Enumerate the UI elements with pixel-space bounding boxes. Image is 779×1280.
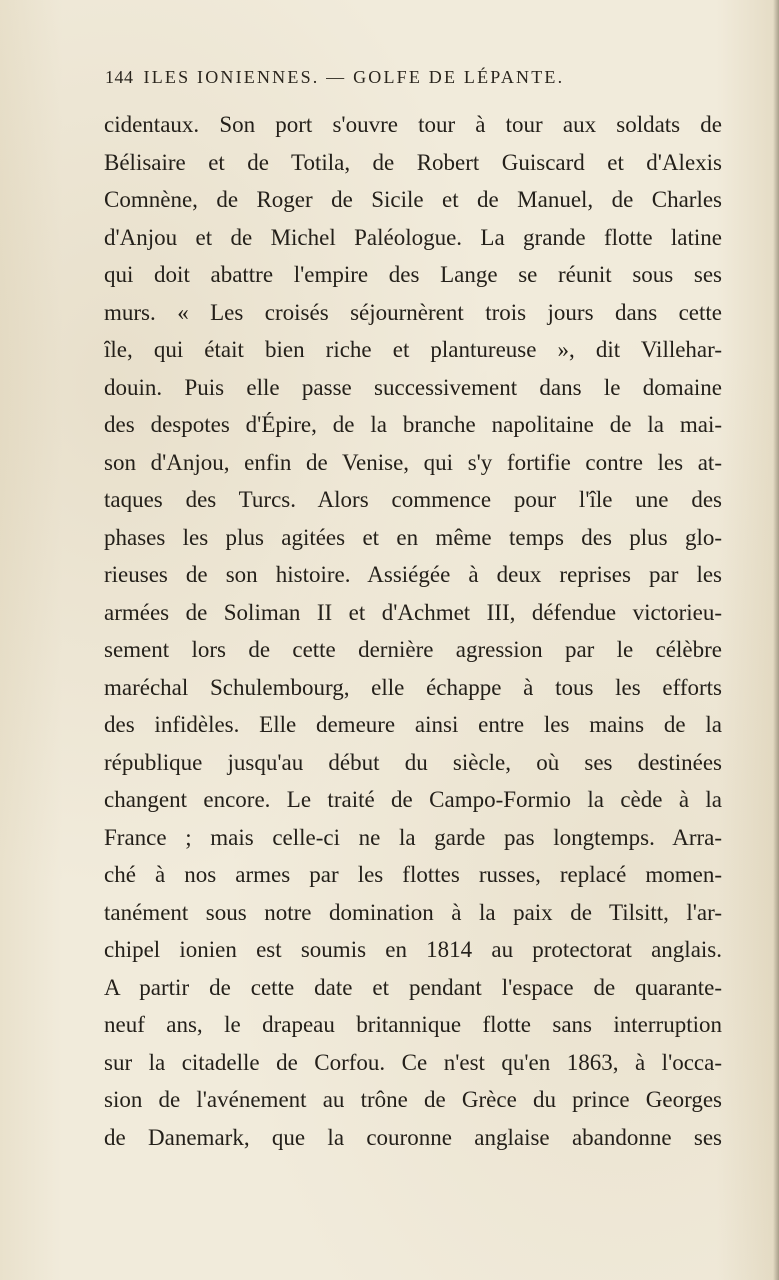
body-text — [104, 106, 722, 1156]
text-line: douin. Puis elle passe successivement dans le domaine — [104, 374, 722, 400]
page-number: 144 — [105, 66, 134, 87]
text-line: son d'Anjou, enfin de Venise, qui s'y fortifie contre les at- — [104, 449, 722, 475]
text-line: armées de Soliman II et d'Achmet III, défendue victorieu- — [104, 599, 722, 625]
text-line: chipel ionien est soumis en 1814 au protectorat anglais. — [104, 937, 722, 962]
text-line: ché à nos armes par les flottes russes, replacé momen- — [104, 862, 722, 887]
text-line: république jusqu'au début du siècle, où ses destinées — [104, 749, 722, 775]
text-line: île, qui était bien riche et plantureuse », dit Villehar- — [104, 337, 722, 362]
text-line: tanément sous notre domination à la paix de Tilsitt, l'ar- — [104, 899, 722, 925]
text-line: rieuses de son histoire. Assiégée à deux reprises par les — [104, 562, 722, 587]
text-line: des despotes d'Épire, de la branche napolitaine de la mai- — [104, 412, 722, 437]
page-edge-shadow — [773, 0, 779, 1280]
running-head — [105, 62, 725, 92]
text-line: sement lors de cette dernière agression par le célèbre — [104, 637, 722, 662]
text-line: changent encore. Le traité de Campo-Formio la cède à la — [104, 787, 722, 812]
text-line: neuf ans, le drapeau britannique flotte sans interruption — [104, 1012, 722, 1037]
text-line: cidentaux. Son port s'ouvre tour à tour aux soldats de — [104, 112, 722, 137]
text-line: de Danemark, que la couronne anglaise abandonne ses — [104, 1124, 722, 1150]
text-line: taques des Turcs. Alors commence pour l'île une des — [104, 487, 722, 512]
text-line: murs. « Les croisés séjournèrent trois jours dans cette — [104, 299, 722, 325]
text-line: A partir de cette date et pendant l'espace de quarante- — [104, 974, 722, 1000]
running-title: ILES IONIENNES. — GOLFE DE LÉPANTE. — [143, 66, 565, 87]
text-line: France ; mais celle-ci ne la garde pas longtemps. Arra- — [104, 824, 722, 850]
text-line: phases les plus agitées et en même temps des plus glo- — [104, 524, 722, 550]
text-line: d'Anjou et de Michel Paléologue. La grande flotte latine — [104, 224, 722, 250]
text-line: sion de l'avénement au trône de Grèce du prince Georges — [104, 1087, 722, 1112]
text-line: qui doit abattre l'empire des Lange se réunit sous ses — [104, 262, 722, 287]
text-line: Comnène, de Roger de Sicile et de Manuel, de Charles — [104, 187, 722, 212]
text-line: Bélisaire et de Totila, de Robert Guiscard et d'Alexis — [104, 149, 722, 175]
text-line: des infidèles. Elle demeure ainsi entre les mains de la — [104, 712, 722, 737]
text-line: sur la citadelle de Corfou. Ce n'est qu'en 1863, à l'occa- — [104, 1049, 722, 1075]
text-line: maréchal Schulembourg, elle échappe à tous les efforts — [104, 674, 722, 700]
